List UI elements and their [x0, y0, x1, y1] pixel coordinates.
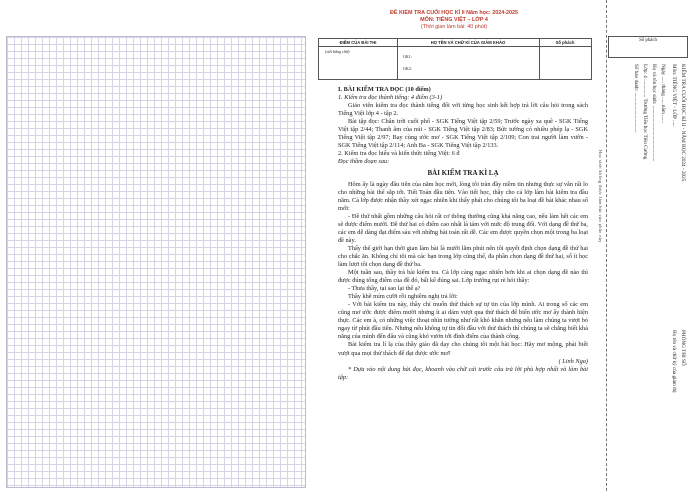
- right-candidate-no: Số báo danh: ...............................: [633, 64, 639, 133]
- para-10: Bài kiểm tra lí lạ của thầy giáo đã dạy cho chúng tôi một bài học: Hãy mơ mộng, phải biết vượt qua mọi thử thách để đạt được ước mơ!: [338, 341, 588, 357]
- para-2: Bài tập đọc: Chân trời cuối phố - SGK Tiếng Việt tập 2/59; Trước ngày xa quê - SGK Tiếng Việt tập 2/44; Thanh âm của núi - SGK Tiếng Việt tập 2/83; Bức tường có nhiều phép lạ - SGK Tiếng Việt tập 2/97; Bay cùng ước mơ - SGK Tiếng Việt tập 2/109; Con trai người làm vườn - SGK Tiếng Việt tập 2/114; Anh Ba - SGK Tiếng Việt tập 2/133.: [338, 118, 588, 150]
- score-header: ĐIỂM CỦA BÀI THI: [319, 39, 397, 47]
- para-3: Hôm ấy là ngày đầu tiên của năm học mới, lòng tôi tràn đầy niềm tin nhưng thực sự vẫn rất lo cho những bài thể sắp tới. Tiết Toán đầu tiên. Vào tiết học, thầy cho cả lớp làm bài kiểm tra đầu năm. Cả lớp được nhận thầy xét ngạc nhiên khi thấy phát cho chúng tôi ba loại đề bài khác nhau sổ mới:: [338, 180, 588, 212]
- exam-body: [338, 86, 588, 382]
- examiner-2: GK2:: [403, 66, 412, 71]
- right-room: PHÒNG THI SỐ: [680, 330, 686, 366]
- code-header: Số phách: [539, 39, 591, 47]
- right-subject: Môn: TIẾNG VIỆT - LỚP .....: [671, 64, 677, 127]
- source: ( Linh Nga): [558, 357, 588, 365]
- right-student-name: Họ và tên học sinh: ...........................................: [651, 64, 657, 162]
- part-comprehension: 2. Kiểm tra đọc hiểu và kiến thức tiếng Việt: 6 đ: [338, 150, 460, 158]
- grid-paper: [6, 36, 306, 488]
- examiner-cell: [397, 39, 540, 79]
- exam-duration: (Thời gian làm bài: 40 phút): [420, 24, 488, 30]
- right-class: Lớp: 4 .............. Trường Tiểu học Tiên Cường: [642, 64, 648, 160]
- code-box: [608, 36, 688, 58]
- story-title: BÀI KIỂM TRA KÌ LẠ: [427, 169, 499, 178]
- right-date: Ngày ..... tháng ..... năm ......: [660, 64, 666, 123]
- exam-title: ĐỀ KIỂM TRA CUỐI HỌC KÌ II Năm học: 2024-2025: [389, 10, 518, 16]
- score-cell: [319, 39, 398, 79]
- part-oral: 1. Kiểm tra đọc thành tiếng: 4 điểm (3-1): [338, 94, 443, 102]
- right-proctor: Họ tên và chữ ký của giám thị: [671, 330, 677, 393]
- para-6: Một tuần sau, thầy trả bài kiểm tra. Cả lớp càng ngạc nhiên hơn khi ai chọn dạng đề nào thì được đúng tổng điểm của đề đó, bất kể đúng sai. Lớp trưởng rụt rè hỏi thầy:: [338, 269, 588, 285]
- section-reading: I. BÀI KIỂM TRA ĐỌC (10 điểm): [338, 86, 431, 93]
- examiner-1: GK1:: [403, 54, 412, 59]
- para-7: - Thưa thầy, tại sao lại thế ạ?: [348, 285, 421, 293]
- score-written: (viết bằng chữ): [325, 49, 350, 54]
- para-4: - Đề thứ nhất gồm những câu hỏi rất cơ thông thường cũng khá năng cao, nếu làm hết các em sẽ được điểm mười. Đề thứ hai có điểm cao nhất là tám với mức độ trung đối. Với dạng đề thứ ba, các em dễ dàng đạt điểm sáu với những bài toán rất dễ. Các em được quyền chọn một trong ba loại đề này.: [338, 212, 588, 244]
- score-table: [318, 38, 592, 80]
- examiner-header: HỌ TÊN VÀ CHỮ KÍ CỦA GIÁM KHẢO: [397, 39, 539, 47]
- note: * Dựa vào nội dung bài đọc, khoanh vào chữ cái trước câu trả lời phù hợp nhất và làm bài tập:: [338, 365, 588, 381]
- instruction: Đọc thầm đoạn sau:: [338, 158, 390, 166]
- exam-subject: MÔN: TIẾNG VIỆT – LỚP 4: [420, 17, 488, 23]
- para-8: Thầy khẽ mỉm cười rồi nghiêm nghị trả lời:: [348, 293, 458, 301]
- right-title: KIỂM TRA CUỐI HỌC KÌ II - NĂM HỌC 2024 - 2025: [680, 64, 686, 182]
- cut-note: Học sinh không được làm bài vào phần này: [598, 150, 603, 243]
- code-cell: [539, 39, 591, 79]
- code-box-label: Số phách: [639, 38, 657, 43]
- exam-page: [318, 0, 590, 491]
- para-5: Thấy thể giới hạn thời gian làm bài là mười lăm phút nên tôi quyết định chọn dạng đề thứ hai cho chắc ăn. Không chỉ tôi mà các bạn trong lớp cũng thế, đa phần chọn dạng đề thứ hai, số ít học làm lượt tôi chọn dạng đề thứ ba.: [338, 244, 588, 268]
- cut-line: [606, 0, 607, 491]
- para-9: - Với bài kiểm tra này, thầy chỉ muốn thử thách sự tự tin của lớp mình. Ai trong số các em cũng mơ ước được điểm mười nhưng ít ai dám vượt qua thử thách để biến ước mơ ấy thành hiện thực. Các em à, có những việc thoạt nhìn tưởng như rất khó khăn nhưng nếu làm chúng ta vượt bỏ ngay từ phút đầu tiên. Nhưng nếu không tự tin đối đầu với thử thách thì chúng ta sẽ chẳng biết khả năng của mình đến đâu và cũng khó vươn tới đỉnh điểm của thành công.: [338, 301, 588, 341]
- para-1: Giáo viên kiểm tra đọc thành tiếng đối với từng học sinh kết hợp trả lời câu hỏi trong sách Tiếng Việt lớp 4 - tập 2.: [338, 102, 588, 118]
